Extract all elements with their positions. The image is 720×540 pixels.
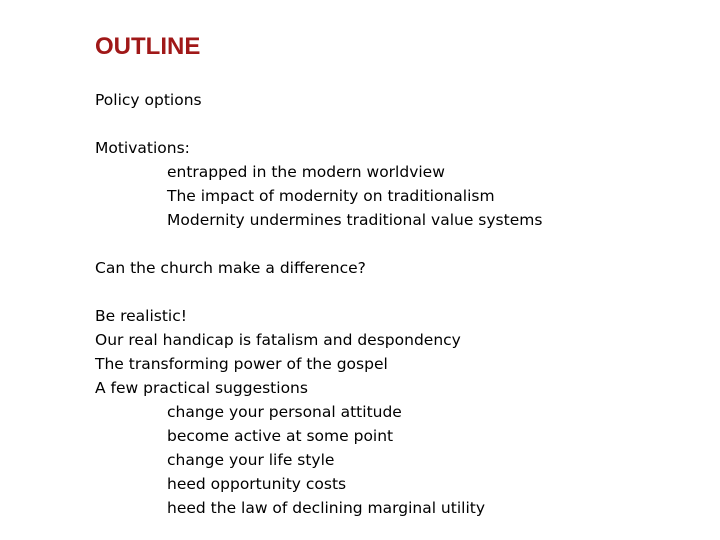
motivation-item: entrapped in the modern worldview: [167, 163, 445, 181]
suggestion-item: change your life style: [167, 451, 335, 469]
outline-line: A few practical suggestions: [95, 379, 308, 397]
outline-body: [95, 88, 695, 520]
suggestion-item: heed the law of declining marginal utility: [167, 499, 485, 517]
outline-line: The transforming power of the gospel: [95, 355, 388, 373]
spacer: [95, 280, 695, 304]
slide-title: OUTLINE: [95, 33, 201, 60]
motivation-item: The impact of modernity on traditionalism: [167, 187, 495, 205]
spacer: [95, 112, 695, 136]
outline-line: Our real handicap is fatalism and despondency: [95, 331, 461, 349]
outline-line: Be realistic!: [95, 307, 187, 325]
motivation-item: Modernity undermines traditional value systems: [167, 211, 543, 229]
suggestion-item: change your personal attitude: [167, 403, 402, 421]
motivations-heading: Motivations:: [95, 139, 190, 157]
policy-options-line: Policy options: [95, 91, 202, 109]
suggestion-item: become active at some point: [167, 427, 394, 445]
suggestion-item: heed opportunity costs: [167, 475, 347, 493]
spacer: [95, 232, 695, 256]
church-question: Can the church make a difference?: [95, 259, 366, 277]
